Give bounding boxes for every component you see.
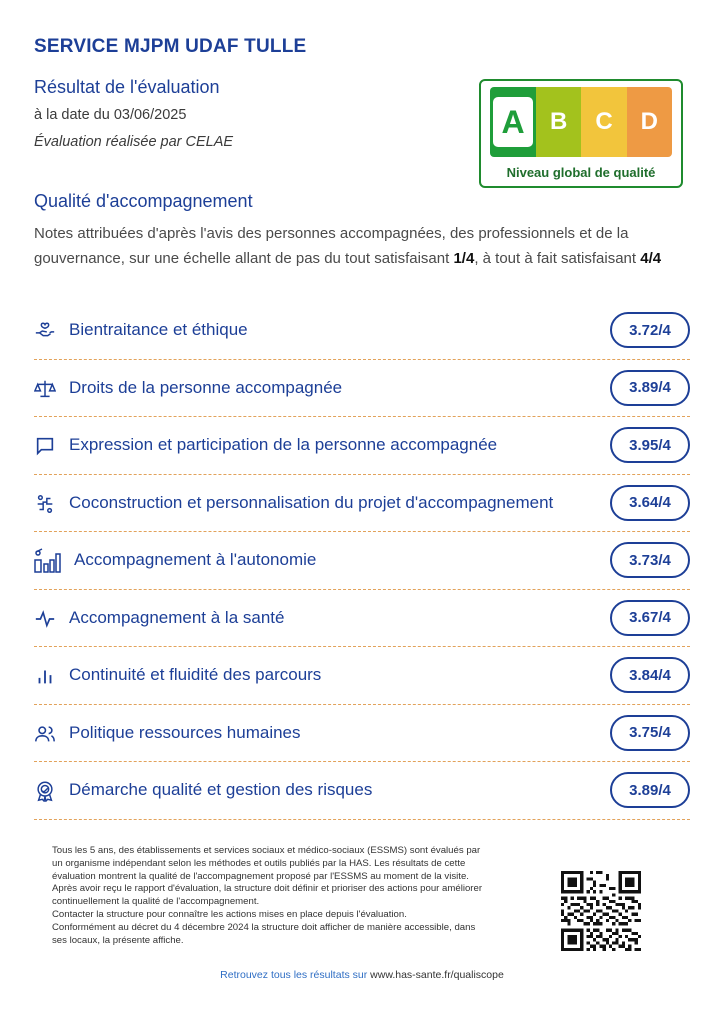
quality-grade-badge <box>479 79 683 188</box>
link-url[interactable]: www.has-sante.fr/qualiscope <box>370 969 504 981</box>
criterion-label: Accompagnement à la santé <box>69 607 285 627</box>
footer-text: Tous les 5 ans, des établissements et services sociaux et médico-sociaux (ESSMS) sont évalués par un organisme indépendant selon les méthodes et outils publiés par la HAS. Les résultats de cette évaluation montrent la qualité de l'accompagnement proposé par l'ESSMS au moment de la visite. Après avoir reçu le rapport d'évaluation, la structure doit définir et prioriser des actions pour améliorer continuellement la qualité de l'accompagnement. Contacter la structure pour connaître les actions mises en place depuis l'évaluation. Conformément au décret du 4 décembre 2024 la structure doit afficher de manière accessible, dans ses locaux, la présente affiche. <box>52 845 483 946</box>
criterion-row <box>34 532 690 590</box>
criterion-label: Continuité et fluidité des parcours <box>69 665 322 684</box>
service-title: SERVICE MJPM UDAF TULLE <box>34 36 307 57</box>
result-title: Résultat de l'évaluation <box>34 77 220 97</box>
criterion-label: Expression et participation de la personne accompagnée <box>69 435 498 454</box>
grade-label: Niveau global de qualité <box>506 165 656 180</box>
criterion-score: 3.84/4 <box>610 657 690 693</box>
criterion-label: Démarche qualité et gestion des risques <box>69 780 373 799</box>
criterion-score: 3.72/4 <box>610 312 690 348</box>
grade-a-selected: A <box>490 94 536 150</box>
speech-bubble-icon <box>34 435 56 457</box>
quality-section-title: Qualité d'accompagnement <box>34 191 253 211</box>
criterion-row <box>34 762 690 820</box>
criterion-row <box>34 302 690 360</box>
criterion-label: Accompagnement à l'autonomie <box>74 550 317 569</box>
criterion-label: Coconstruction et personnalisation du projet d'accompagnement <box>69 492 554 512</box>
grade-b: B <box>536 87 581 157</box>
criterion-row <box>34 475 690 533</box>
criterion-row <box>34 360 690 418</box>
scales-icon <box>34 378 56 400</box>
criteria-list <box>34 302 690 820</box>
link-prefix: Retrouvez tous les résultats sur <box>220 969 371 981</box>
criterion-score: 3.73/4 <box>610 542 690 578</box>
pulse-icon <box>34 608 56 630</box>
criterion-row <box>34 417 690 475</box>
grade-a <box>490 87 536 157</box>
bar-chart-icon <box>34 665 56 687</box>
criterion-label: Bientraitance et éthique <box>69 320 248 339</box>
criterion-score: 3.75/4 <box>610 715 690 751</box>
max-score: 4/4 <box>640 250 662 267</box>
criterion-row <box>34 705 690 763</box>
qr-code-icon[interactable] <box>561 871 641 951</box>
puzzle-people-icon <box>34 493 56 515</box>
criterion-score: 3.95/4 <box>610 427 690 463</box>
criterion-score: 3.64/4 <box>610 485 690 521</box>
quality-description: Notes attribuées d'après l'avis des personnes accompagnées, des professionnels et de la gouvernance, sur une échelle allant de pas du tout satisfaisant 1/4, à tout à fait satisfaisant 4/4 <box>34 225 662 267</box>
grade-c: C <box>581 87 626 157</box>
criterion-row <box>34 590 690 648</box>
grade-scale <box>490 87 672 157</box>
criterion-label: Droits de la personne accompagnée <box>69 377 343 397</box>
criterion-row <box>34 647 690 705</box>
handshake-heart-icon <box>34 320 56 342</box>
criterion-score: 3.89/4 <box>610 772 690 808</box>
results-link[interactable] <box>0 969 724 981</box>
criterion-label: Politique ressources humaines <box>69 722 301 742</box>
grade-d: D <box>627 87 672 157</box>
evaluation-date: à la date du 03/06/2025 <box>34 107 187 123</box>
evaluated-by: Évaluation réalisée par CELAE <box>34 134 234 150</box>
growth-people-icon <box>34 548 62 574</box>
users-icon <box>34 723 56 745</box>
criterion-score: 3.67/4 <box>610 600 690 636</box>
criterion-score: 3.89/4 <box>610 370 690 406</box>
min-score: 1/4 <box>453 250 475 267</box>
quality-rosette-icon <box>34 780 56 802</box>
